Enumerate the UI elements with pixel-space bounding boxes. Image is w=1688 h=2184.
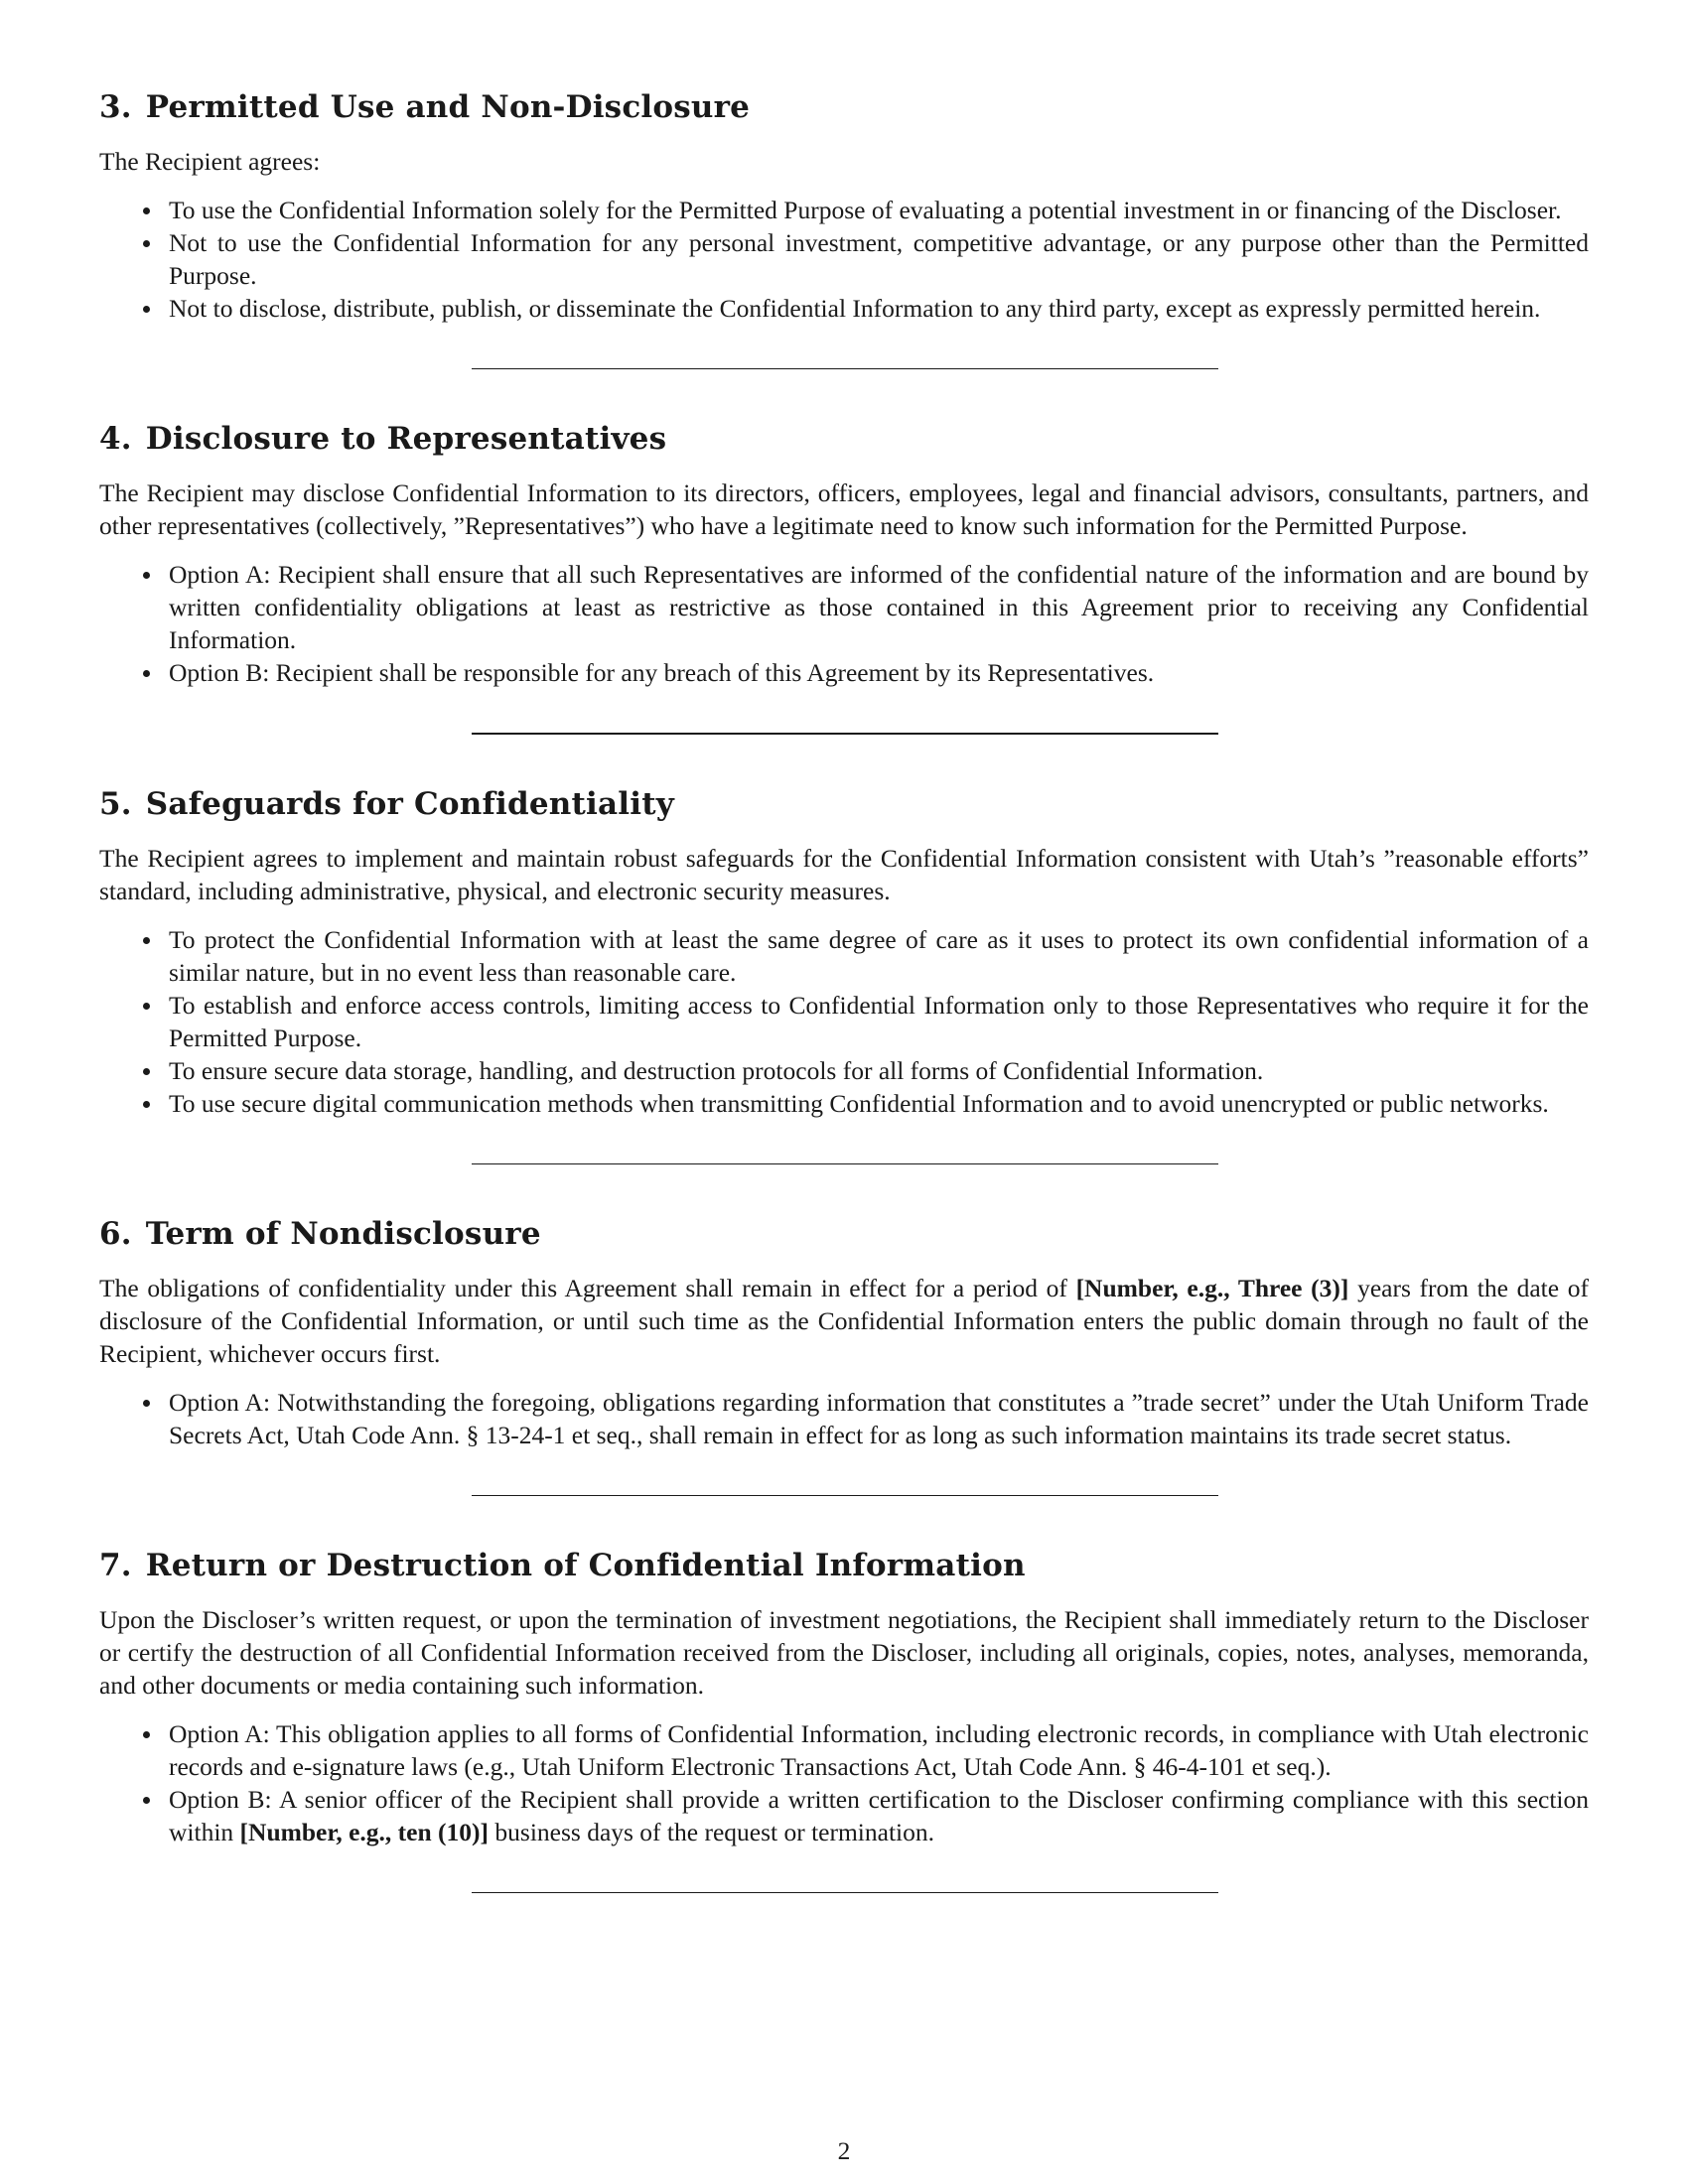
placeholder-days: [Number, e.g., ten (10)] — [239, 1818, 490, 1846]
bullet-icon — [143, 572, 150, 579]
section-heading — [99, 87, 1589, 127]
section-divider — [472, 1495, 1218, 1496]
section-heading — [99, 784, 1589, 824]
section-title: Safeguards for Confidentiality — [145, 786, 674, 822]
list-item — [169, 989, 1589, 1054]
bullet-icon — [143, 937, 150, 944]
list-item-text: business days of the request or termination. — [489, 1818, 935, 1846]
bullet-list — [99, 923, 1589, 1120]
list-item-text: To establish and enforce access controls, limiting access to Confidential Information only to those Representatives who require it for the Permitted Purpose. — [169, 991, 1589, 1052]
section-title: Return or Destruction of Confidential Information — [145, 1548, 1026, 1583]
bullet-icon — [143, 670, 150, 677]
section-4 — [99, 419, 1589, 689]
list-item-text: To use secure digital communication methods when transmitting Confidential Information and to avoid unencrypted or public networks. — [169, 1089, 1549, 1118]
section-divider — [472, 733, 1218, 735]
list-item-text: To ensure secure data storage, handling, and destruction protocols for all forms of Confidential Information. — [169, 1056, 1264, 1085]
section-6 — [99, 1214, 1589, 1451]
intro-text: years from the date of disclosure of the Confidential Information, or until such time as the Confidential Information enters the public domain through no fault of the Recipient, whichever occurs first. — [99, 1274, 1589, 1368]
section-7 — [99, 1546, 1589, 1848]
section-number: 6. — [99, 1216, 132, 1252]
list-item — [169, 292, 1589, 325]
page-number: 2 — [837, 2136, 851, 2165]
list-item — [169, 1386, 1589, 1451]
bullet-icon — [143, 207, 150, 214]
list-item-text: Option A: Notwithstanding the foregoing, obligations regarding information that constitutes a ”trade secret” under the Utah Uniform Trade Secrets Act, Utah Code Ann. § 13-24-1 et seq., shall remain in effect for as long as such information maintains its trade secret status. — [169, 1388, 1589, 1449]
section-intro: The Recipient agrees: — [99, 147, 321, 176]
list-item — [169, 1087, 1589, 1120]
list-item-text: To protect the Confidential Information with at least the same degree of care as it uses to protect its own confidential information of a similar nature, but in no event less than reasonable care. — [169, 925, 1589, 987]
bullet-icon — [143, 306, 150, 313]
bullet-list — [99, 194, 1589, 325]
list-item — [169, 194, 1589, 226]
list-item — [169, 1717, 1589, 1783]
bullet-icon — [143, 1400, 150, 1407]
intro-text: The obligations of confidentiality under this Agreement shall remain in effect for a period of — [99, 1274, 1076, 1302]
section-heading — [99, 1546, 1589, 1585]
list-item — [169, 1783, 1589, 1848]
section-title: Disclosure to Representatives — [145, 421, 667, 457]
list-item-text: Option A: Recipient shall ensure that all such Representatives are informed of the confidential nature of the information and are bound by written confidentiality obligations at least as restrictive as those contained in this Agreement prior to receiving any Confidential Information. — [169, 560, 1589, 654]
section-intro: The Recipient may disclose Confidential Information to its directors, officers, employees, legal and financial advisors, consultants, partners, and other representatives (collectively, ”Representatives”) who have a legitimate need to know such information for the Permitted Purpose. — [99, 478, 1589, 540]
section-divider — [472, 1892, 1218, 1893]
list-item — [169, 656, 1589, 689]
section-title: Permitted Use and Non-Disclosure — [145, 89, 751, 125]
bullet-icon — [143, 1731, 150, 1738]
list-item — [169, 226, 1589, 292]
bullet-icon — [143, 1797, 150, 1804]
section-number: 7. — [99, 1548, 132, 1583]
section-heading — [99, 1214, 1589, 1254]
section-divider — [472, 1163, 1218, 1164]
list-item-text: Option A: This obligation applies to all forms of Confidential Information, including electronic records, in compliance with Utah electronic records and e-signature laws (e.g., Utah Uniform Electronic Transactions Act, Utah Code Ann. § 46-4-101 et seq.). — [169, 1719, 1589, 1781]
section-intro: The Recipient agrees to implement and maintain robust safeguards for the Confidential Information consistent with Utah’s ”reasonable efforts” standard, including administrative, physical, and electronic security measures. — [99, 844, 1589, 905]
section-number: 3. — [99, 89, 132, 125]
section-intro — [99, 1272, 1589, 1370]
list-item-text: Not to disclose, distribute, publish, or disseminate the Confidential Information to any third party, except as expressly permitted herein. — [169, 294, 1541, 323]
list-item-text: Option B: Recipient shall be responsible for any breach of this Agreement by its Representatives. — [169, 658, 1155, 687]
section-number: 4. — [99, 421, 132, 457]
document-page — [99, 87, 1589, 1943]
section-intro: Upon the Discloser’s written request, or upon the termination of investment negotiations, the Recipient shall immediately return to the Discloser or certify the destruction of all Confidential Information received from the Discloser, including all originals, copies, notes, analyses, memoranda, and other documents or media containing such information. — [99, 1605, 1589, 1700]
bullet-list — [99, 558, 1589, 689]
list-item — [169, 558, 1589, 656]
bullet-icon — [143, 240, 150, 247]
bullet-icon — [143, 1003, 150, 1010]
section-3 — [99, 87, 1589, 325]
list-item-text: To use the Confidential Information solely for the Permitted Purpose of evaluating a potential investment in or financing of the Discloser. — [169, 196, 1562, 224]
list-item — [169, 1054, 1589, 1087]
list-item — [169, 923, 1589, 989]
list-item-text: Not to use the Confidential Information for any personal investment, competitive advantage, or any purpose other than the Permitted Purpose. — [169, 228, 1589, 290]
bullet-list — [99, 1386, 1589, 1451]
section-5 — [99, 784, 1589, 1120]
bullet-icon — [143, 1101, 150, 1108]
list-item-text: Option B: A senior officer of the Recipient shall provide a written certification to the Discloser confirming compliance with this section within — [169, 1785, 1589, 1846]
section-number: 5. — [99, 786, 132, 822]
placeholder-term: [Number, e.g., Three (3)] — [1075, 1274, 1349, 1302]
section-divider — [472, 368, 1218, 369]
bullet-list — [99, 1717, 1589, 1848]
section-heading — [99, 419, 1589, 459]
bullet-icon — [143, 1068, 150, 1075]
section-title: Term of Nondisclosure — [145, 1216, 541, 1252]
